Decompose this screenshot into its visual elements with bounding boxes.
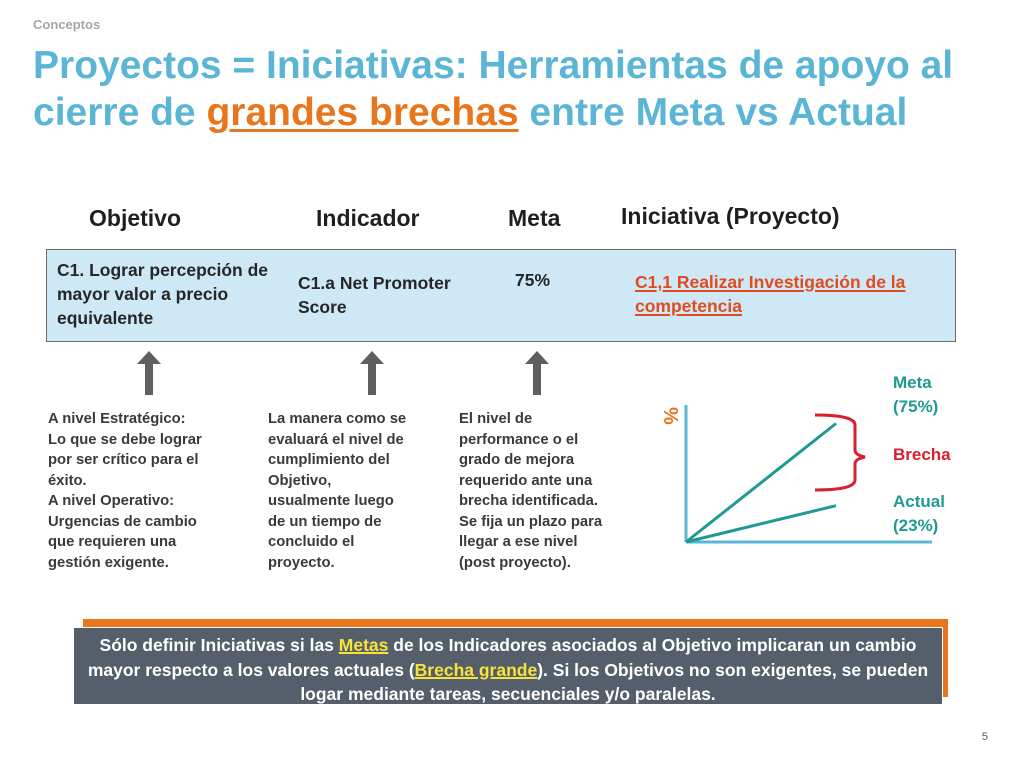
objetivo-description-line: gestión exigente. [48, 554, 169, 571]
summary-banner [73, 627, 943, 705]
column-header-indicador: Indicador [316, 205, 420, 231]
up-arrow-icon [525, 351, 549, 395]
column-header-meta: Meta [508, 205, 561, 231]
indicador-description-line: de un tiempo de [268, 513, 382, 530]
indicador-description-line: cumplimiento del [268, 452, 390, 468]
iniciativa-link[interactable]: C1,1 Realizar Investigación de la competencia [635, 272, 906, 316]
gap-brace [815, 415, 865, 490]
page-number: 5 [981, 731, 988, 743]
objetivo-description-line: Lo que se debe lograr [48, 431, 202, 448]
indicador-description [268, 409, 448, 573]
meta-description-line: Se fija un plazo para [459, 513, 603, 530]
meta-description-line: requerido ante una [459, 472, 593, 489]
meta-description [459, 409, 644, 573]
objetivo-description-line: que requieren una [48, 534, 177, 550]
title-highlight: grandes brechas [206, 91, 519, 134]
title-part-1: Proyectos = Iniciativas: Herramientas de apoyo al cierre de [33, 44, 954, 134]
indicador-description-line: usualmente luego [268, 493, 394, 509]
objetivo-description-line: éxito. [48, 472, 87, 489]
meta-series-value: (75%) [893, 397, 939, 416]
indicador-cell: C1.a Net Promoter Score [298, 273, 451, 317]
indicador-description-line: evaluará el nivel de [268, 431, 404, 448]
meta-description-line: llegar a ese nivel [459, 534, 578, 550]
meta-description-line: El nivel de [459, 411, 533, 427]
objetivo-description-line: por ser crítico para el [48, 452, 199, 468]
meta-series-name: Meta [893, 373, 932, 392]
up-arrow-icon [137, 351, 161, 395]
banner-text-1: Sólo definir Iniciativas si las [99, 635, 339, 655]
indicador-description-line: concluido el [268, 534, 355, 550]
objetivo-cell: C1. Lograr percepción de mayor valor a precio equivalente [57, 260, 269, 328]
meta-description-line: brecha identificada. [459, 493, 598, 509]
column-header-iniciativa: Iniciativa (Proyecto) [621, 203, 840, 229]
page-title [33, 42, 993, 136]
indicador-description-line: Objetivo, [268, 472, 332, 489]
meta-description-line: (post proyecto). [459, 554, 571, 571]
banner-brecha: Brecha grande [414, 659, 538, 680]
banner-text-2: de los Indicadores asociados al Objetivo implicaran un cambio mayor respecto a los valores actuales ( [87, 635, 917, 680]
objetivo-description-line: A nivel Estratégico: [48, 411, 186, 427]
up-arrow-icon [360, 351, 384, 395]
gap-label: Brecha [893, 445, 951, 464]
column-header-objetivo: Objetivo [89, 205, 182, 231]
banner-text-3: ). Si los Objetivos no son exigentes, se pueden logar mediante tareas, secuenciales y/o paralelas. [300, 659, 929, 704]
objetivo-description-line: Urgencias de cambio [48, 513, 197, 530]
meta-description-line: grado de mejora [459, 452, 575, 468]
meta-description-line: performance o el [459, 431, 579, 448]
meta-series-label [893, 371, 938, 419]
actual-series-name: Actual [893, 492, 945, 511]
actual-series-label [893, 490, 945, 538]
title-part-2: entre Meta vs Actual [518, 91, 908, 134]
indicador-description-line: La manera como se [268, 411, 407, 427]
banner-metas: Metas [338, 635, 389, 655]
indicador-description-line: proyecto. [268, 554, 335, 571]
meta-cell: 75% [515, 270, 551, 290]
section-label: Conceptos [33, 17, 101, 32]
objetivo-description-line: A nivel Operativo: [48, 493, 175, 509]
actual-series-value: (23%) [893, 516, 939, 535]
objetivo-description [48, 409, 248, 573]
y-axis-label: % [659, 407, 681, 425]
